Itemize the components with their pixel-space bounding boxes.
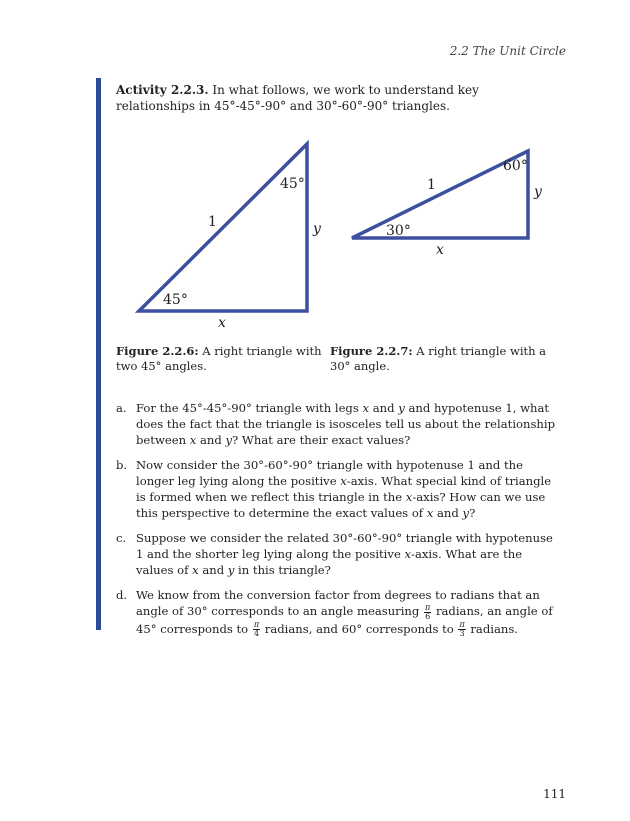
figure-right-caption <box>330 344 552 374</box>
part-text: -axis. What special kind of triangle is formed when we reflect this triangle in the <box>136 474 552 504</box>
figure-right-caption-text: A right triangle with a 30° angle. <box>330 344 547 373</box>
part-text: radians. <box>466 621 518 636</box>
math-variable: x <box>189 433 197 447</box>
right-triangle-shape <box>352 151 528 238</box>
math-variable: x <box>404 547 412 561</box>
part-text: -axis. What are the values of <box>136 547 523 577</box>
activity-part-marker: b. <box>116 458 128 472</box>
right-hypotenuse-label: 1 <box>427 177 436 193</box>
fraction-numerator: π <box>459 620 465 629</box>
fraction-denominator: 6 <box>425 611 431 621</box>
math-variable: x <box>192 563 199 577</box>
math-variable: x <box>405 490 413 504</box>
part-text: radians, and 60° corresponds to <box>261 621 458 636</box>
part-text: ? <box>469 506 476 520</box>
activity-part <box>116 530 556 578</box>
fraction-denominator: 3 <box>459 629 465 638</box>
part-text: and hypotenuse 1, what does the fact that the triangle is isosceles tell us about the relationship between <box>136 401 556 447</box>
part-text: For the 45°-45°-90° triangle with legs <box>136 401 363 415</box>
fraction <box>458 621 465 638</box>
activity-part-marker: c. <box>116 531 127 545</box>
activity-part-marker: a. <box>116 401 127 415</box>
figure-right-caption-label: Figure 2.2.7: <box>330 344 413 358</box>
page-number: 111 <box>543 787 566 801</box>
right-vertical-leg-label: y <box>534 184 542 200</box>
figure-left-caption-text: A right triangle with two 45° angles. <box>116 344 322 373</box>
math-variable: y <box>227 563 235 577</box>
part-text: and <box>369 401 399 415</box>
left-bottom-angle-label: 45° <box>163 292 188 308</box>
math-variable: x <box>362 401 370 415</box>
part-text: and <box>196 433 226 447</box>
part-text: in this triangle? <box>234 563 331 577</box>
fraction <box>424 604 431 621</box>
activity-part-marker: d. <box>116 588 128 602</box>
running-head: 2.2 The Unit Circle <box>449 44 566 58</box>
math-variable: y <box>462 506 470 520</box>
activity-intro-text: In what follows, we work to understand key relationships in 45°-45°-90° and 30°-60°-90° triangles. <box>116 83 479 113</box>
math-variable: y <box>398 401 405 415</box>
part-text: Now consider the 30°-60°-90° triangle with hypotenuse 1 and the longer leg lying along the positive <box>136 458 523 488</box>
part-text: Suppose we consider the related 30°-60°-90° triangle with hypotenuse 1 and the shorter leg lying along the positive <box>136 531 553 561</box>
left-top-angle-label: 45° <box>280 176 305 192</box>
part-text: radians, an angle of 45° corresponds to <box>136 604 553 636</box>
figure-left-caption <box>116 344 324 374</box>
right-horizontal-leg-label: x <box>436 242 444 258</box>
part-text: -axis? How can we use this perspective to determine the exact values of <box>136 490 546 520</box>
left-vertical-leg-label: y <box>313 221 321 237</box>
left-triangle-shape <box>139 144 307 311</box>
math-variable: x <box>340 474 347 488</box>
fraction-numerator: π <box>253 620 260 629</box>
right-top-angle-label: 60° <box>503 158 528 174</box>
math-variable: y <box>225 433 233 447</box>
activity-part <box>116 457 556 521</box>
left-hypotenuse-label: 1 <box>208 214 217 230</box>
activity-part <box>116 400 556 448</box>
part-text: and <box>433 506 463 520</box>
part-text: and <box>198 563 228 577</box>
part-text: We know from the conversion factor from degrees to radians that an angle of 30° corresponds to an angle measuring <box>136 588 540 618</box>
fraction <box>253 621 260 638</box>
figure-left-caption-label: Figure 2.2.6: <box>116 344 199 358</box>
figure-left-triangle <box>0 0 630 400</box>
activity-parts-list <box>116 400 556 647</box>
left-horizontal-leg-label: x <box>218 315 226 331</box>
fraction-numerator: π <box>425 602 431 612</box>
part-text: ? What are their exact values? <box>232 433 411 447</box>
math-variable: x <box>426 506 434 520</box>
activity-part <box>116 587 556 638</box>
right-bottom-angle-label: 30° <box>386 223 411 239</box>
fraction-denominator: 4 <box>253 629 260 638</box>
activity-label: Activity 2.2.3. <box>116 83 209 97</box>
